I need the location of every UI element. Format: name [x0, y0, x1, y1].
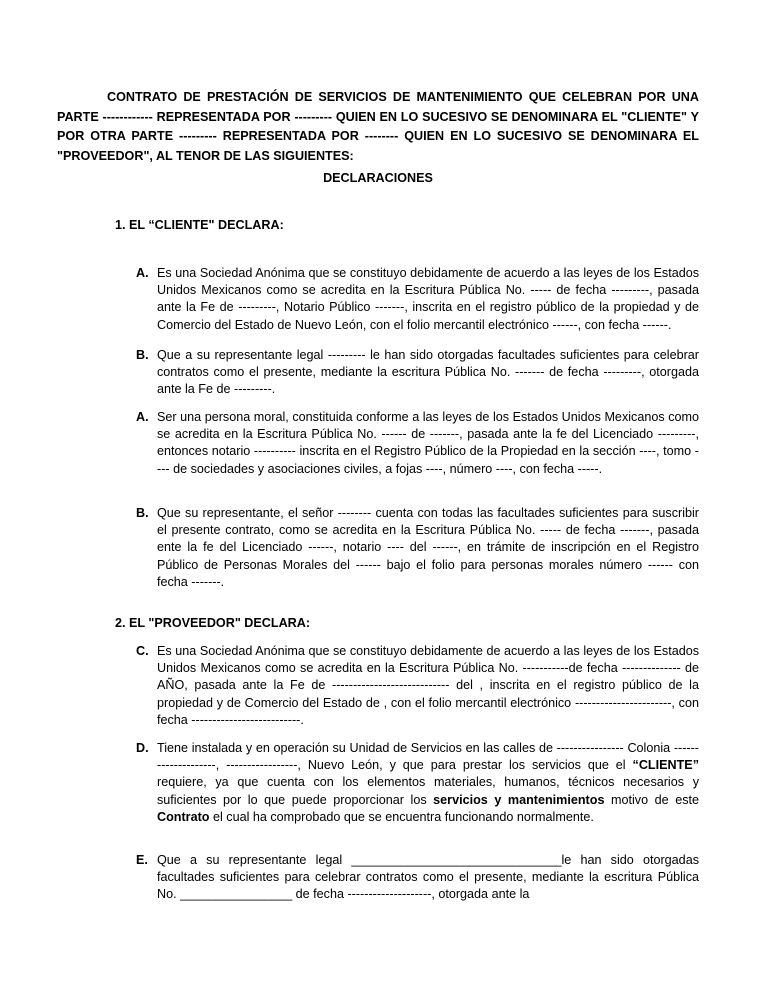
- proveedor-item-c: [136, 643, 699, 729]
- proveedor-item-e: [136, 852, 699, 904]
- item-d-bold-contrato: Contrato: [157, 809, 210, 824]
- proveedor-section-heading: 2. EL "PROVEEDOR" DECLARA:: [115, 616, 311, 630]
- cliente-item-b: [136, 347, 699, 399]
- cliente-item-b-2: [136, 505, 699, 591]
- item-d-text-4: el cual ha comprobado que se encuentra funcionando normalmente.: [209, 809, 594, 824]
- item-letter: B.: [136, 348, 149, 362]
- item-d-text-2: requiere, ya que cuenta con los elementos materiales, humanos, técnicos necesarios y suficientes por lo que puede proporcionar los: [157, 775, 699, 807]
- item-text: Que a su representante legal --------- le han sido otorgadas facultades suficientes para celebrar contratos como el presente, mediante la escritura Pública No. ------- de fecha ---------, otorgada ante la Fe de ---------.: [157, 348, 699, 397]
- cliente-item-a: [136, 265, 699, 334]
- item-letter: C.: [136, 644, 149, 658]
- proveedor-item-d: [136, 740, 699, 826]
- item-d-bold-cliente: “CLIENTE”: [632, 758, 699, 773]
- item-letter: D.: [136, 741, 149, 755]
- item-letter: B.: [136, 506, 149, 520]
- cliente-item-a-2: [136, 409, 699, 478]
- contract-title: CONTRATO DE PRESTACIÓN DE SERVICIOS DE MANTENIMIENTO QUE CELEBRAN POR UNA PARTE ------------ REPRESENTADA POR --------- QUIEN EN LO SUCESIVO SE DENOMINARA EL "CLIENTE" Y POR OTRA PARTE --------- REPRESENTADA POR -------- QUIEN EN LO SUCESIVO SE DENOMINARA EL "PROVEEDOR", AL TENOR DE LAS SIGUIENTES:: [57, 90, 699, 163]
- item-text: [157, 740, 699, 826]
- item-text: Es una Sociedad Anónima que se constituyo debidamente de acuerdo a las leyes de los Estados Unidos Mexicanos como se acredita en la Escritura Pública No. -----------de fecha -------------- de AÑO, pasada ante la Fe de ---------------------------- del , inscrita en el registro público de la propiedad y de Comercio del Estado de , con el folio mercantil electrónico -----------------------, con fecha --------------------------.: [157, 644, 699, 727]
- item-letter: E.: [136, 853, 148, 867]
- item-letter: A.: [136, 266, 149, 280]
- item-d-bold-servicios: servicios y mantenimientos: [433, 792, 605, 807]
- item-d-text-1: Tiene instalada y en operación su Unidad de Servicios en las calles de ---------------- Colonia --------------------, -----------------, Nuevo León, y que para prestar los servicios que el: [157, 741, 699, 773]
- item-text: Que a su representante legal ______________________________le han sido otorgadas facultades suficientes para celebrar contratos como el presente, mediante la escritura Pública No. ________________ de fecha --------------------, otorgada ante la: [157, 853, 699, 902]
- item-text: Ser una persona moral, constituida conforme a las leyes de los Estados Unidos Mexicanos como se acredita en la Escritura Pública No. ------ de -------, pasada ante la fe del Licenciado ---------, entonces notario ---------- inscrita en el Registro Público de la Propiedad en la sección ----, tomo ---- de sociedades y asociaciones civiles, a fojas ----, número ----, con fecha -----.: [157, 410, 699, 476]
- item-text: Es una Sociedad Anónima que se constituyo debidamente de acuerdo a las leyes de los Estados Unidos Mexicanos como se acredita en la Escritura Pública No. ----- de fecha ---------, pasada ante la Fe de ---------, Notario Público -------, inscrita en el registro público de la propiedad y de Comercio del Estado de Nuevo León, con el folio mercantil electrónico ------, con fecha ------.: [157, 266, 699, 332]
- item-text: Que su representante, el señor -------- cuenta con todas las facultades suficientes para suscribir el presente contrato, como se acredita en la Escritura Pública No. ----- de fecha -------, pasada ente la fe del Licenciado ------, notario ---- del ------, en trámite de inscripción en el Registro Público de Personas Morales del ------ bajo el folio para personas morales número ------ con fecha -------.: [157, 506, 699, 589]
- item-d-text-3: motivo de este: [604, 792, 699, 807]
- item-letter: A.: [136, 410, 149, 424]
- declaraciones-heading: DECLARACIONES: [323, 171, 433, 185]
- cliente-section-heading: 1. EL “CLIENTE" DECLARA:: [115, 218, 284, 232]
